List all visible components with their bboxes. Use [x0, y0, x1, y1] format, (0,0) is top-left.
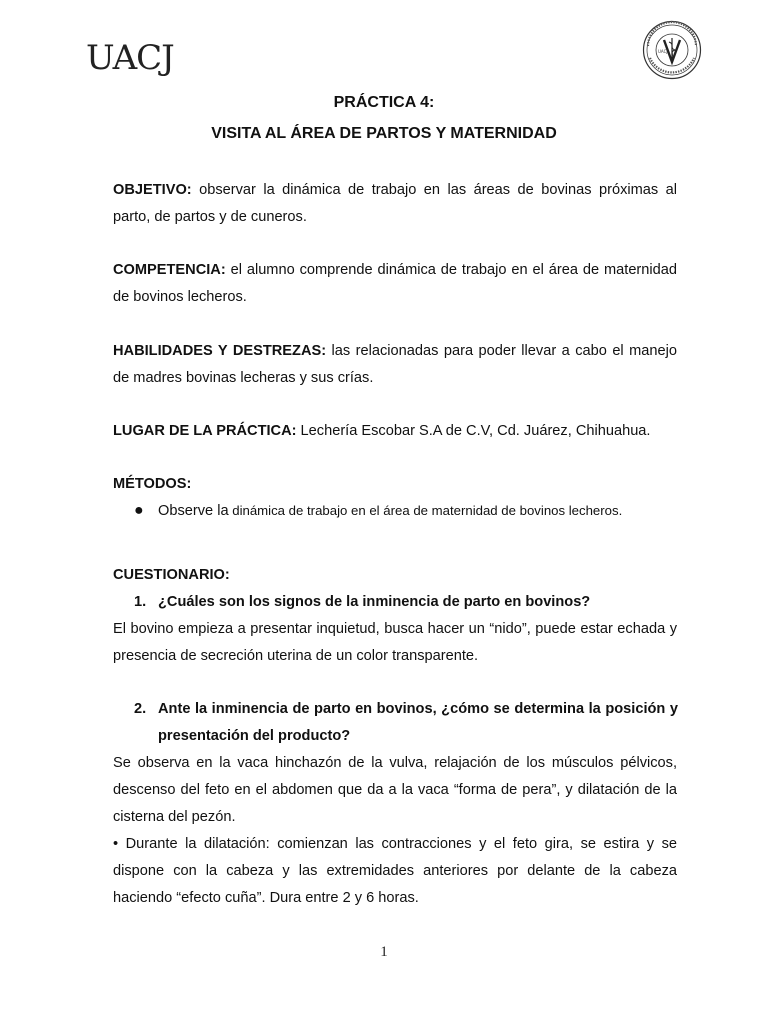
objetivo-text: observar la dinámica de trabajo en las áreas de bovinas próximas al parto, de partos y de cuneros. — [113, 182, 677, 225]
competencia-label: COMPETENCIA: — [113, 262, 226, 278]
page-number: 1 — [380, 944, 388, 960]
bullet-icon: ● — [134, 502, 144, 519]
metodos-label: MÉTODOS: — [113, 476, 192, 492]
lugar-paragraph — [113, 418, 677, 445]
question-2-number: 2. — [134, 701, 147, 717]
question-1-text: ¿Cuáles son los signos de la inminencia de parto en bovinos? — [158, 594, 591, 610]
practice-title: VISITA AL ÁREA DE PARTOS Y MATERNIDAD — [211, 125, 557, 142]
habilidades-text: las relacionadas para poder llevar a cabo el manejo de madres bovinas lecheras y sus crías. — [113, 343, 677, 386]
metodos-heading — [113, 471, 677, 498]
habilidades-paragraph — [113, 338, 677, 392]
cuestionario-label: CUESTIONARIO: — [113, 567, 230, 583]
faculty-seal-icon — [642, 20, 702, 80]
bullet-rest-text: dinámica de trabajo en el área de maternidad de bovinos lecheros. — [228, 503, 623, 518]
answer-2-paragraph: Se observa en la vaca hinchazón de la vulva, relajación de los músculos pélvicos, descenso del feto en el abdomen que da a la vaca “forma de pera”, y dilatación de la cisterna del pezón. — [113, 755, 677, 825]
cuestionario-heading — [113, 562, 677, 589]
answer-1-paragraph: El bovino empieza a presentar inquietud, busca hacer un “nido”, puede estar echada y presencia de secreción uterina de un color transparente. — [113, 621, 677, 664]
question-2-text: Ante la inminencia de parto en bovinos, ¿cómo se determina la posición y presentación del producto? — [158, 701, 678, 744]
question-1-number: 1. — [134, 594, 147, 610]
metodos-bullet-item — [134, 499, 622, 523]
objetivo-label: OBJETIVO: — [113, 182, 192, 198]
lugar-text: Lechería Escobar S.A de C.V, Cd. Juárez, Chihuahua. — [296, 423, 651, 439]
svg-text:UACJ: UACJ — [658, 49, 668, 54]
habilidades-label: HABILIDADES Y DESTREZAS: — [113, 343, 327, 359]
answer-2-bullet: • Durante la dilatación: comienzan las contracciones y el feto gira, se estira y se dispone con la cabeza y las extremidades anteriores por delante de la cabeza haciendo “efecto cuña”. Dura entre 2 y 6 horas. — [113, 836, 677, 906]
competencia-text: el alumno comprende dinámica de trabajo en el área de maternidad de bovinos lecheros. — [113, 262, 677, 305]
uacj-logo: UACJ — [86, 38, 174, 78]
lugar-label: LUGAR DE LA PRÁCTICA: — [113, 423, 297, 439]
objetivo-paragraph — [113, 177, 677, 231]
competencia-paragraph — [113, 257, 677, 311]
practice-number-title: PRÁCTICA 4: — [333, 94, 435, 111]
bullet-lead-text: Observe la — [158, 503, 229, 519]
